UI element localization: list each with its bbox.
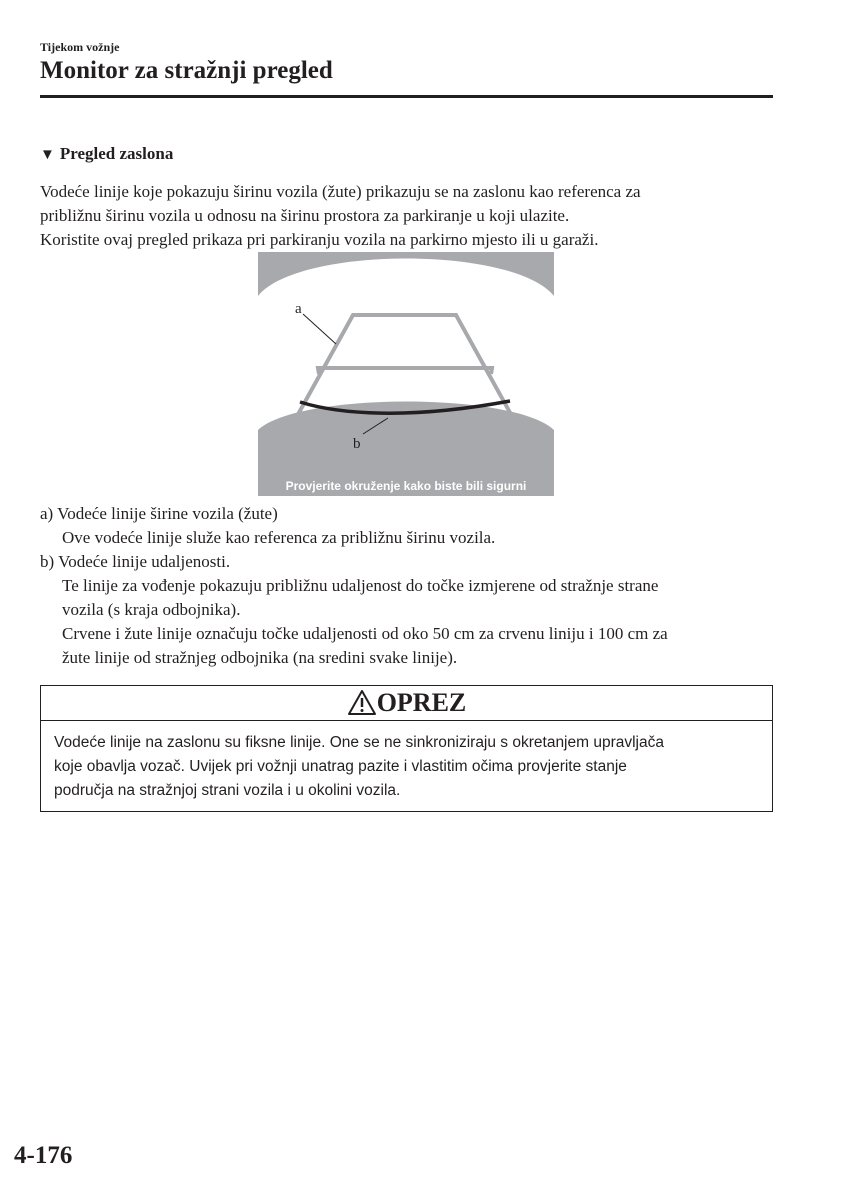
- section-label: Tijekom vožnje: [40, 40, 120, 54]
- intro-line-2: približnu širinu vozila u odnosu na širinu prostora za parkiranje u koji ulazite.: [40, 206, 570, 225]
- caption-a-text: Ove vodeće linije služe kao referenca za približnu širinu vozila.: [62, 528, 496, 547]
- caption-b-text-3: Crvene i žute linije označuju točke udaljenosti od oko 50 cm za crvenu liniju i 100 cm za: [62, 624, 668, 643]
- figure-captions: [40, 502, 668, 670]
- triangle-down-icon: ▼: [40, 147, 55, 163]
- caption-a-title: a) Vodeće linije širine vozila (žute): [40, 504, 278, 523]
- intro-line-1: Vodeće linije koje pokazuju širinu vozila (žute) prikazuju se na zaslonu kao referenca za: [40, 182, 641, 201]
- rear-view-diagram: [258, 252, 554, 496]
- caption-b-text-2: vozila (s kraja odbojnika).: [62, 600, 241, 619]
- caution-box: [40, 685, 773, 812]
- callout-label-b: b: [353, 436, 361, 452]
- rear-view-screen-illustration: [258, 252, 554, 496]
- title-divider: [40, 95, 773, 98]
- caution-line-2: koje obavlja vozač. Uvijek pri vožnji unatrag pazite i vlastitim očima provjerite stanje: [54, 758, 627, 775]
- warning-triangle-icon: [347, 689, 377, 716]
- intro-line-3: Koristite ovaj pregled prikaza pri parkiranju vozila na parkirno mjesto ili u garaži.: [40, 230, 599, 249]
- callout-label-a: a: [295, 301, 302, 317]
- caution-title: OPREZ: [376, 688, 467, 717]
- subsection-title: Pregled zaslona: [59, 144, 174, 163]
- caution-text: [41, 721, 772, 803]
- caution-line-3: područja na stražnjoj strani vozila i u okolini vozila.: [54, 782, 401, 799]
- subsection-heading: [40, 144, 173, 164]
- caption-b-title: b) Vodeće linije udaljenosti.: [40, 552, 231, 571]
- caution-line-1: Vodeće linije na zaslonu su fiksne linije. One se ne sinkroniziraju s okretanjem upravljača: [54, 734, 664, 751]
- caution-header: [41, 686, 772, 721]
- caption-b-text-1: Te linije za vođenje pokazuju približnu udaljenost do točke izmjerene od stražnje strane: [62, 576, 659, 595]
- caption-b-text-4: žute linije od stražnjeg odbojnika (na sredini svake linije).: [62, 648, 458, 667]
- page-number: 4-176: [14, 1142, 73, 1169]
- page-title: Monitor za stražnji pregled: [40, 57, 333, 84]
- screen-warning-banner: Provjerite okruženje kako biste bili sigurni: [285, 479, 527, 493]
